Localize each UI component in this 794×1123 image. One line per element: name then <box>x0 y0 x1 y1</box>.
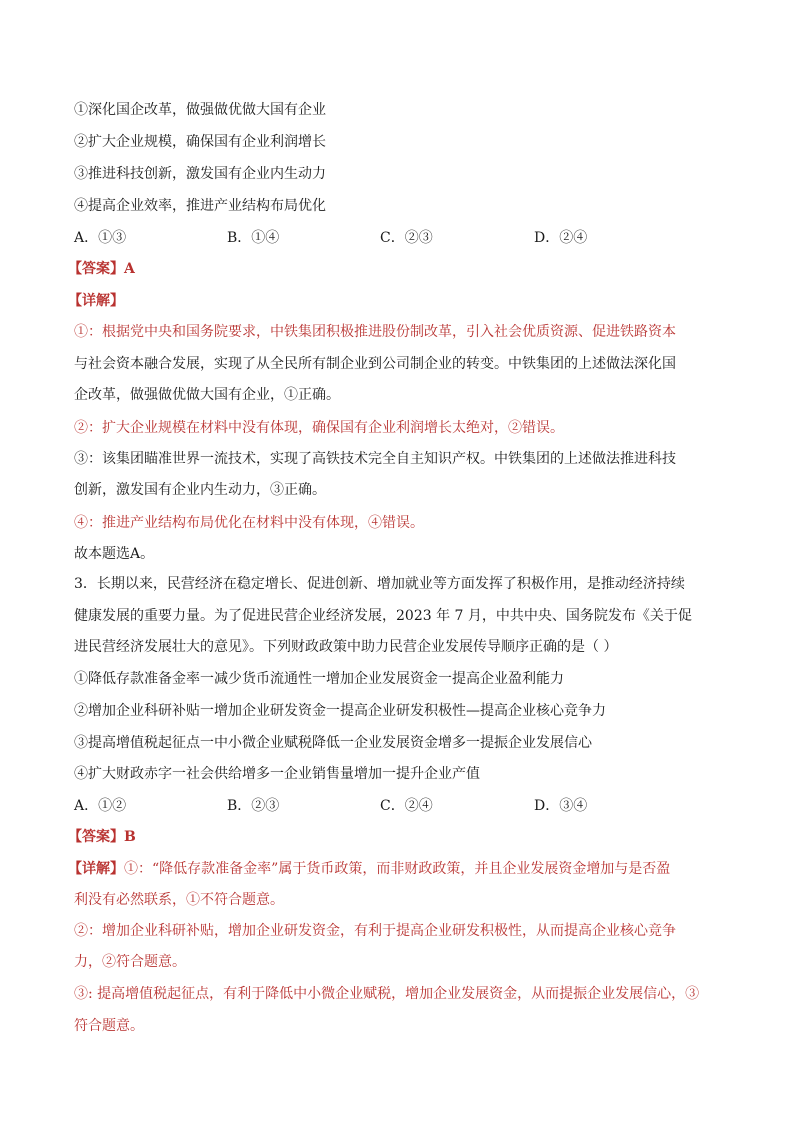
q3-explanation-line: 力，②符合题意。 <box>74 954 186 970</box>
q3-item-1: ①降低存款准备金率一减少货币流通性一增加企业发展资金一提高企业盈利能力 <box>74 671 564 687</box>
q2-item-4: ④提高企业效率，推进产业结构布局优化 <box>74 198 326 214</box>
q3-item-3: ③提高增值税起征点一中小微企业赋税降低一企业发展资金增多一提振企业发展信心 <box>74 735 592 751</box>
q3-explanation-line: ②：增加企业科研补贴，增加企业研发资金，有利于提高企业研发积极性，从而提高企业核心竞争 <box>74 923 676 939</box>
q2-explanation-line: 企改革，做强做优做大国有企业，①正确。 <box>74 387 340 403</box>
q2-explanation-line: ②：扩大企业规模在材料中没有体现，确保国有企业利润增长太绝对，②错误。 <box>74 420 564 436</box>
q3-explanation-first <box>68 859 670 879</box>
q3-item-4: ④扩大财政赤字一社会供给增多一企业销售量增加一提升企业产值 <box>74 766 480 782</box>
q3-detail-tag: 【详解】 <box>68 861 124 877</box>
q3-answer-tag: 【答案】 <box>68 829 124 845</box>
q3-answer <box>68 827 136 847</box>
q2-option-c: C．②③ <box>380 230 433 246</box>
q2-explanation-line: ④：推进产业结构布局优化在材料中没有体现，④错误。 <box>74 515 424 531</box>
q2-option-d: D．②④ <box>534 230 588 246</box>
q2-answer <box>68 259 135 279</box>
q3-explanation-line: 符合题意。 <box>74 1018 144 1034</box>
q2-item-1: ①深化国企改革，做强做优做大国有企业 <box>74 102 326 118</box>
q3-stem-line: 进民营经济发展壮大的意见》。下列财政政策中助力民营企业发展传导顺序正确的是（ ） <box>74 639 618 655</box>
q3-stem-line: 3．长期以来，民营经济在稳定增长、促进创新、增加就业等方面发挥了积极作用，是推动经济持续 <box>74 576 685 592</box>
q3-explanation-line: ③: 提高增值税起征点，有利于降低中小微企业赋税，增加企业发展资金，从而提振企业发展信心，③ <box>74 986 700 1002</box>
q2-explanation-line: 与社会资本融合发展，实现了从全民所有制企业到公司制企业的转变。中铁集团的上述做法深化国 <box>74 356 676 372</box>
q2-explanation-line: 创新，激发国有企业内生动力，③正确。 <box>74 482 326 498</box>
q2-explanation-line: ①：根据党中央和国务院要求，中铁集团积极推进股份制改革，引入社会优质资源、促进铁路资本 <box>74 324 676 340</box>
q3-option-d: D．③④ <box>534 798 588 814</box>
q3-option-c: C．②④ <box>380 798 433 814</box>
q3-option-a: A．①② <box>74 798 127 814</box>
q2-answer-value: A <box>124 261 135 277</box>
q2-option-a: A．①③ <box>74 230 127 246</box>
q2-option-b: B．①④ <box>227 230 280 246</box>
q3-stem-line: 健康发展的重要力量。为了促进民营企业经济发展，2023 年 7 月，中共中央、国务院发布《关于促 <box>74 608 692 624</box>
q3-item-2: ②增加企业科研补贴一增加企业研发资金一提高企业研发积极性—提高企业核心竞争力 <box>74 703 606 719</box>
q3-explanation-line: 利没有必然联系，①不符合题意。 <box>74 892 284 908</box>
q3-answer-value: B <box>124 829 136 845</box>
q3-option-b: B．②③ <box>227 798 280 814</box>
q2-explanation-line: ③：该集团瞄准世界一流技术，实现了高铁技术完全自主知识产权。中铁集团的上述做法推进科技 <box>74 451 676 467</box>
q2-answer-tag: 【答案】 <box>68 261 124 277</box>
q2-item-3: ③推进科技创新，激发国有企业内生动力 <box>74 166 326 182</box>
q2-detail-tag: 【详解】 <box>68 293 124 309</box>
q2-conclusion: 故本题选A。 <box>74 546 155 562</box>
q2-item-2: ②扩大企业规模，确保国有企业利润增长 <box>74 134 326 150</box>
q3-explanation-line: ①：“降低存款准备金率”属于货币政策，而非财政政策，并且企业发展资金增加与是否盈 <box>124 861 671 877</box>
